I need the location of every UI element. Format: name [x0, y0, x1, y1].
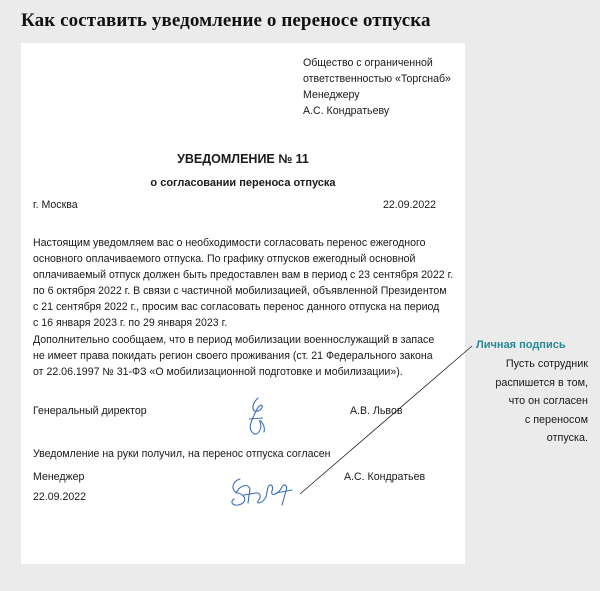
city: г. Москва [33, 199, 78, 211]
employee-name: А.С. Кондратьев [344, 471, 426, 483]
addressee-line: Менеджеру [303, 89, 360, 101]
paragraph-line: с 16 января 2023 г. по 29 января 2023 г. [33, 317, 228, 329]
received-statement: Уведомление на руки получил, на перенос отпуска согласен [33, 448, 331, 460]
paragraph-line: Дополнительно сообщаем, что в период мобилизации военнослужащий в запасе [33, 334, 435, 346]
callout-note-line: распишется в том, [495, 376, 588, 389]
callout-note [476, 355, 588, 448]
paragraph-line: основного оплачиваемого отпуска. По графику отпусков ежегодный основной [33, 253, 416, 265]
addressee-line: ответственностью «Торгснаб» [303, 73, 451, 85]
paragraph-line: оплачиваемый отпуск должен быть предоставлен вам в период с 23 сентября 2022 г. [33, 269, 454, 281]
signer-position: Генеральный директор [33, 405, 147, 417]
signer-name: А.В. Львов [350, 405, 403, 417]
callout-note-line: с переносом [524, 413, 588, 426]
callout-note-line: отпуска. [546, 432, 588, 444]
notice-subtitle: о согласовании переноса отпуска [150, 177, 336, 189]
callout-note-line: Пусть сотрудник [505, 358, 588, 370]
notice-date: 22.09.2022 [382, 199, 436, 211]
paragraph-line: от 22.06.1997 № 31-ФЗ «О мобилизационной подготовке и мобилизации»). [33, 366, 403, 378]
addressee-line: Общество с ограниченной [303, 57, 433, 69]
callout-label: Личная подпись [476, 339, 566, 351]
paragraph-line: Настоящим уведомляем вас о необходимости согласовать перенос ежегодного [33, 237, 426, 249]
employee-position: Менеджер [33, 471, 85, 483]
paragraph-line: не имеет права покидать регион своего проживания (ст. 21 Федерального закона [33, 350, 433, 362]
notice-title: УВЕДОМЛЕНИЕ № 11 [177, 152, 309, 166]
paragraph-line: с 21 сентября 2022 г., просим вас согласовать перенос данного отпуска на период [33, 301, 440, 313]
callout-note-line: что он согласен [508, 395, 588, 407]
paragraph-line: по 6 октября 2022 г. В связи с частичной мобилизацией, объявленной Президентом [33, 285, 447, 297]
addressee-line: А.С. Кондратьеву [303, 105, 390, 117]
employee-date: 22.09.2022 [33, 491, 87, 503]
page-heading: Как составить уведомление о переносе отпуска [21, 10, 431, 31]
